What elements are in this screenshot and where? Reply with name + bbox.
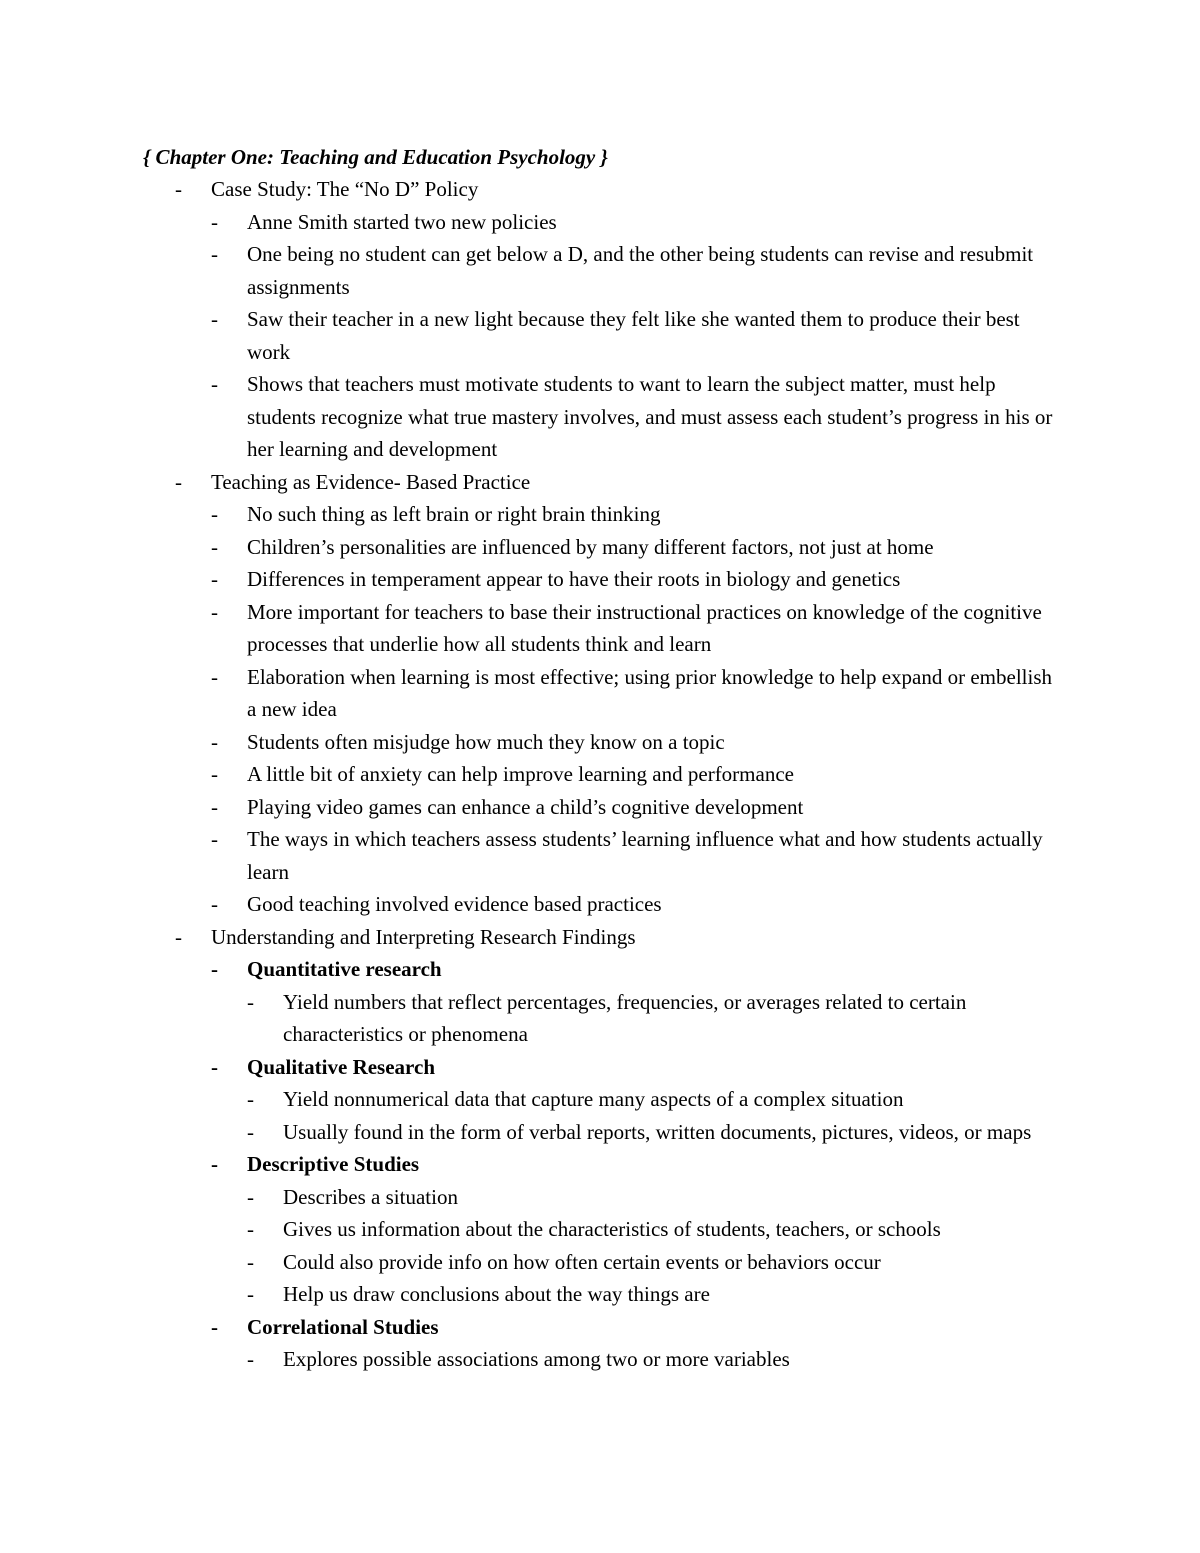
bullet-dash: - xyxy=(211,1152,218,1176)
bullet-dash: - xyxy=(247,1119,254,1144)
outline-item xyxy=(0,466,1061,499)
outline-heading xyxy=(0,1148,1060,1181)
outline-heading xyxy=(0,953,1060,986)
notes-outline xyxy=(0,173,1200,1376)
outline-item-text: Explores possible associations among two or more variables xyxy=(283,1347,790,1371)
outline-item xyxy=(0,888,1060,921)
outline-item-text: Playing video games can enhance a child’s cognitive development xyxy=(247,794,804,819)
outline-item-text: Teaching as Evidence- Based Practice xyxy=(211,469,531,494)
outline-item xyxy=(0,238,1060,303)
bullet-dash: - xyxy=(211,762,218,786)
bullet-dash: - xyxy=(211,242,218,266)
outline-item xyxy=(0,1213,1063,1246)
outline-item-text: Descriptive Studies xyxy=(247,1152,420,1176)
bullet-dash: - xyxy=(211,664,218,689)
bullet-dash: - xyxy=(211,534,218,559)
outline-list xyxy=(0,173,1200,1376)
outline-item-text: Saw their teacher in a new light because they felt like she wanted them to produce their best work xyxy=(247,307,1020,364)
outline-item xyxy=(0,823,1060,888)
outline-item xyxy=(0,596,1060,661)
outline-item-text: Case Study: The “No D” Policy xyxy=(211,177,479,201)
outline-item-text: Help us draw conclusions about the way things are xyxy=(283,1282,710,1306)
outline-heading xyxy=(0,1311,1060,1344)
outline-item xyxy=(0,531,1060,564)
outline-item xyxy=(0,303,1060,368)
bullet-dash: - xyxy=(211,827,218,851)
outline-item-text: Good teaching involved evidence based practices xyxy=(247,892,662,916)
outline-item-text: Children’s personalities are influenced by many different factors, not just at home xyxy=(247,534,934,559)
outline-item xyxy=(0,563,1060,596)
outline-item-text: Gives us information about the characteristics of students, teachers, or schools xyxy=(283,1217,941,1241)
outline-item-text: Elaboration when learning is most effective; using prior knowledge to help expand or embellish a new idea xyxy=(247,664,1052,721)
bullet-dash: - xyxy=(211,1054,218,1079)
chapter-title: { Chapter One: Teaching and Education Psychology } xyxy=(143,145,608,169)
outline-item-text: The ways in which teachers assess students’ learning influence what and how students actually learn xyxy=(247,827,1043,884)
outline-item-text: Yield numbers that reflect percentages, frequencies, or averages related to certain characteristics or phenomena xyxy=(283,989,967,1046)
outline-item-text: Qualitative Research xyxy=(247,1054,435,1079)
bullet-dash: - xyxy=(211,307,218,331)
outline-item xyxy=(0,206,1060,239)
outline-item-text: Could also provide info on how often certain events or behaviors occur xyxy=(283,1249,881,1274)
outline-item xyxy=(0,1083,1063,1116)
outline-item-text: Anne Smith started two new policies xyxy=(247,209,557,234)
bullet-dash: - xyxy=(247,989,254,1014)
outline-item-text: Shows that teachers must motivate students to want to learn the subject matter, must help students recognize what true mastery involves, and must assess each student’s progress in his or her learning and development xyxy=(247,372,1053,461)
bullet-dash: - xyxy=(211,794,218,819)
outline-item xyxy=(0,1181,1063,1214)
outline-item xyxy=(0,368,1060,466)
bullet-dash: - xyxy=(175,924,182,949)
bullet-dash: - xyxy=(211,502,218,526)
outline-item xyxy=(0,1246,1063,1279)
bullet-dash: - xyxy=(211,1314,218,1339)
outline-item xyxy=(0,1343,1063,1376)
bullet-dash: - xyxy=(211,372,218,396)
outline-heading xyxy=(0,1051,1060,1084)
bullet-dash: - xyxy=(211,892,218,916)
bullet-dash: - xyxy=(247,1184,254,1209)
outline-item xyxy=(0,498,1060,531)
outline-item-text: Usually found in the form of verbal reports, written documents, pictures, videos, or maps xyxy=(283,1119,1032,1144)
bullet-dash: - xyxy=(211,209,218,234)
outline-item xyxy=(0,1116,1063,1149)
outline-item-text: Correlational Studies xyxy=(247,1314,439,1339)
bullet-dash: - xyxy=(175,177,182,201)
bullet-dash: - xyxy=(247,1347,254,1371)
outline-item-text: Students often misjudge how much they know on a topic xyxy=(247,729,725,754)
outline-item-text: One being no student can get below a D, and the other being students can revise and resubmit assignments xyxy=(247,242,1034,299)
outline-item xyxy=(0,726,1060,759)
bullet-dash: - xyxy=(211,599,218,624)
bullet-dash: - xyxy=(247,1087,254,1111)
outline-item xyxy=(0,661,1060,726)
outline-item-text: Differences in temperament appear to have their roots in biology and genetics xyxy=(247,567,901,591)
outline-item-text: No such thing as left brain or right brain thinking xyxy=(247,502,661,526)
outline-item xyxy=(0,1278,1063,1311)
bullet-dash: - xyxy=(211,729,218,754)
outline-item xyxy=(0,758,1060,791)
outline-item-text: Quantitative research xyxy=(247,957,442,981)
bullet-dash: - xyxy=(211,957,218,981)
outline-item xyxy=(0,791,1060,824)
bullet-dash: - xyxy=(211,567,218,591)
outline-item xyxy=(0,986,1063,1051)
outline-item-text: More important for teachers to base their instructional practices on knowledge of the cognitive processes that underlie how all students think and learn xyxy=(247,599,1042,656)
outline-item xyxy=(0,173,1061,206)
outline-item-text: Understanding and Interpreting Research Findings xyxy=(211,924,636,949)
outline-item-text: Describes a situation xyxy=(283,1184,458,1209)
outline-item-text: Yield nonnumerical data that capture many aspects of a complex situation xyxy=(283,1087,904,1111)
bullet-dash: - xyxy=(247,1217,254,1241)
bullet-dash: - xyxy=(247,1282,254,1306)
bullet-dash: - xyxy=(175,469,182,494)
outline-item-text: A little bit of anxiety can help improve learning and performance xyxy=(247,762,794,786)
outline-item xyxy=(0,921,1061,954)
bullet-dash: - xyxy=(247,1249,254,1274)
